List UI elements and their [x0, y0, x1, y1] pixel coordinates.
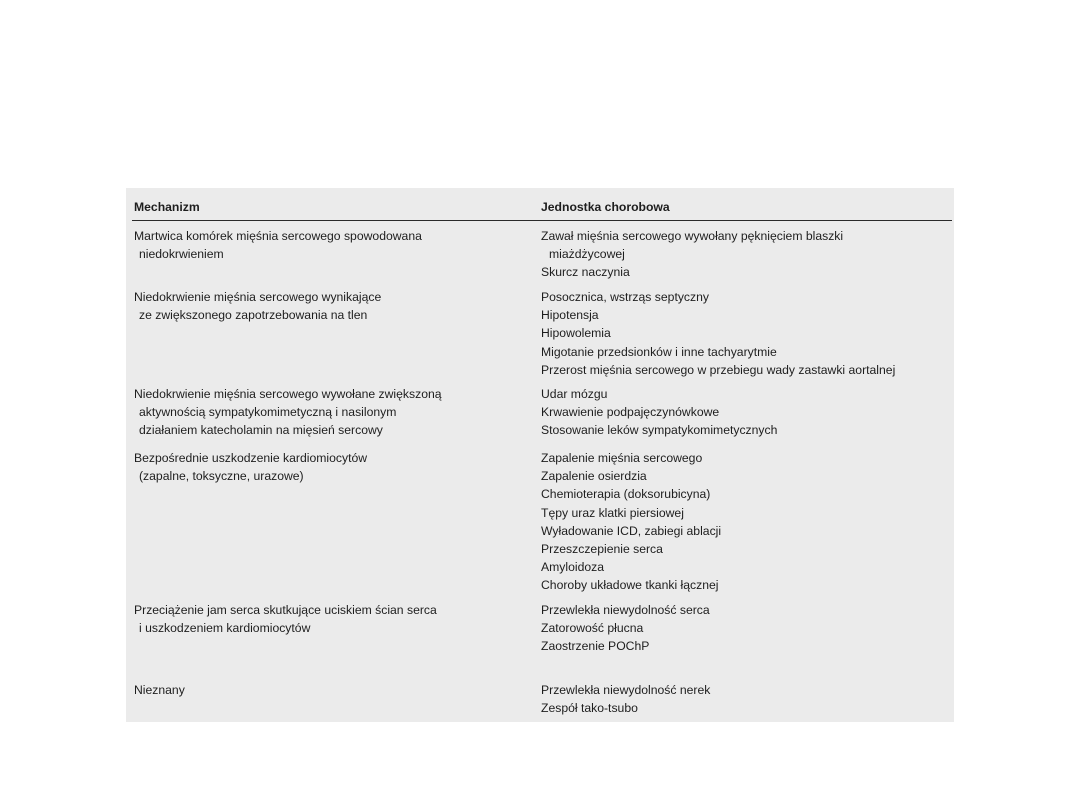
disease-line: Hipotensja — [541, 308, 599, 323]
mechanism-cell — [134, 681, 534, 699]
disease-line: Udar mózgu — [541, 387, 608, 401]
mechanism-line: aktywnością sympatykomimetyczną i nasilonym — [139, 405, 397, 420]
mechanism-cell — [134, 288, 534, 324]
mechanism-cell — [134, 601, 534, 637]
disease-line: Zatorowość płucna — [541, 621, 644, 636]
disease-line: Zapalenie mięśnia sercowego — [541, 451, 703, 465]
disease-cell — [541, 227, 951, 282]
mechanism-line: (zapalne, toksyczne, urazowe) — [139, 469, 304, 484]
mechanism-line: Przeciążenie jam serca skutkujące uciskiem ścian serca — [134, 603, 437, 617]
disease-line: Przeszczepienie serca — [541, 542, 663, 557]
disease-line: Posocznica, wstrząs septyczny — [541, 290, 709, 304]
disease-line: Hipowolemia — [541, 326, 611, 341]
disease-line: Choroby układowe tkanki łącznej — [541, 578, 719, 593]
mechanism-cell — [134, 385, 534, 440]
mechanism-line: działaniem katecholamin na mięsień sercowy — [139, 423, 383, 438]
header-mechanism: Mechanizm — [134, 200, 200, 214]
header-divider — [132, 220, 952, 221]
mechanism-line: Martwica komórek mięśnia sercowego spowodowana — [134, 229, 422, 243]
mechanism-line: ze zwiększonego zapotrzebowania na tlen — [139, 308, 368, 323]
disease-line: Zapalenie osierdzia — [541, 469, 647, 484]
disease-cell — [541, 681, 951, 717]
mechanism-disease-table — [126, 188, 954, 722]
disease-cell — [541, 601, 951, 656]
disease-line: Zawał mięśnia sercowego wywołany pęknięciem blaszki — [541, 229, 844, 243]
disease-line: Zespół tako-tsubo — [541, 701, 638, 716]
disease-line: Przerost mięśnia sercowego w przebiegu wady zastawki aortalnej — [541, 362, 896, 377]
disease-line: Chemioterapia (doksorubicyna) — [541, 487, 711, 502]
mechanism-cell — [134, 227, 534, 263]
header-disease: Jednostka chorobowa — [541, 200, 670, 214]
disease-line: Migotanie przedsionków i inne tachyarytmie — [541, 344, 777, 359]
disease-line: Wyładowanie ICD, zabiegi ablacji — [541, 523, 722, 538]
disease-cell — [541, 385, 951, 440]
mechanism-line: Niedokrwienie mięśnia sercowego wynikające — [134, 290, 382, 304]
mechanism-cell — [134, 449, 534, 485]
mechanism-line: i uszkodzeniem kardiomiocytów — [139, 621, 311, 636]
mechanism-line: niedokrwieniem — [139, 247, 224, 262]
mechanism-line: Niedokrwienie mięśnia sercowego wywołane zwiększoną — [134, 387, 442, 401]
disease-line: Krwawienie podpajęczynówkowe — [541, 405, 720, 420]
mechanism-line: Nieznany — [134, 683, 185, 697]
disease-cell — [541, 288, 951, 379]
disease-line: Skurcz naczynia — [541, 265, 630, 280]
disease-line: Przewlekła niewydolność serca — [541, 603, 710, 617]
disease-line: Zaostrzenie POChP — [541, 639, 650, 654]
disease-cell — [541, 449, 951, 595]
mechanism-line: Bezpośrednie uszkodzenie kardiomiocytów — [134, 451, 368, 465]
table-header — [126, 188, 954, 220]
disease-line: Przewlekła niewydolność nerek — [541, 683, 711, 697]
disease-line: Amyloidoza — [541, 560, 604, 575]
disease-line: miażdżycowej — [549, 247, 625, 262]
disease-line: Stosowanie leków sympatykomimetycznych — [541, 423, 778, 438]
disease-line: Tępy uraz klatki piersiowej — [541, 505, 684, 520]
